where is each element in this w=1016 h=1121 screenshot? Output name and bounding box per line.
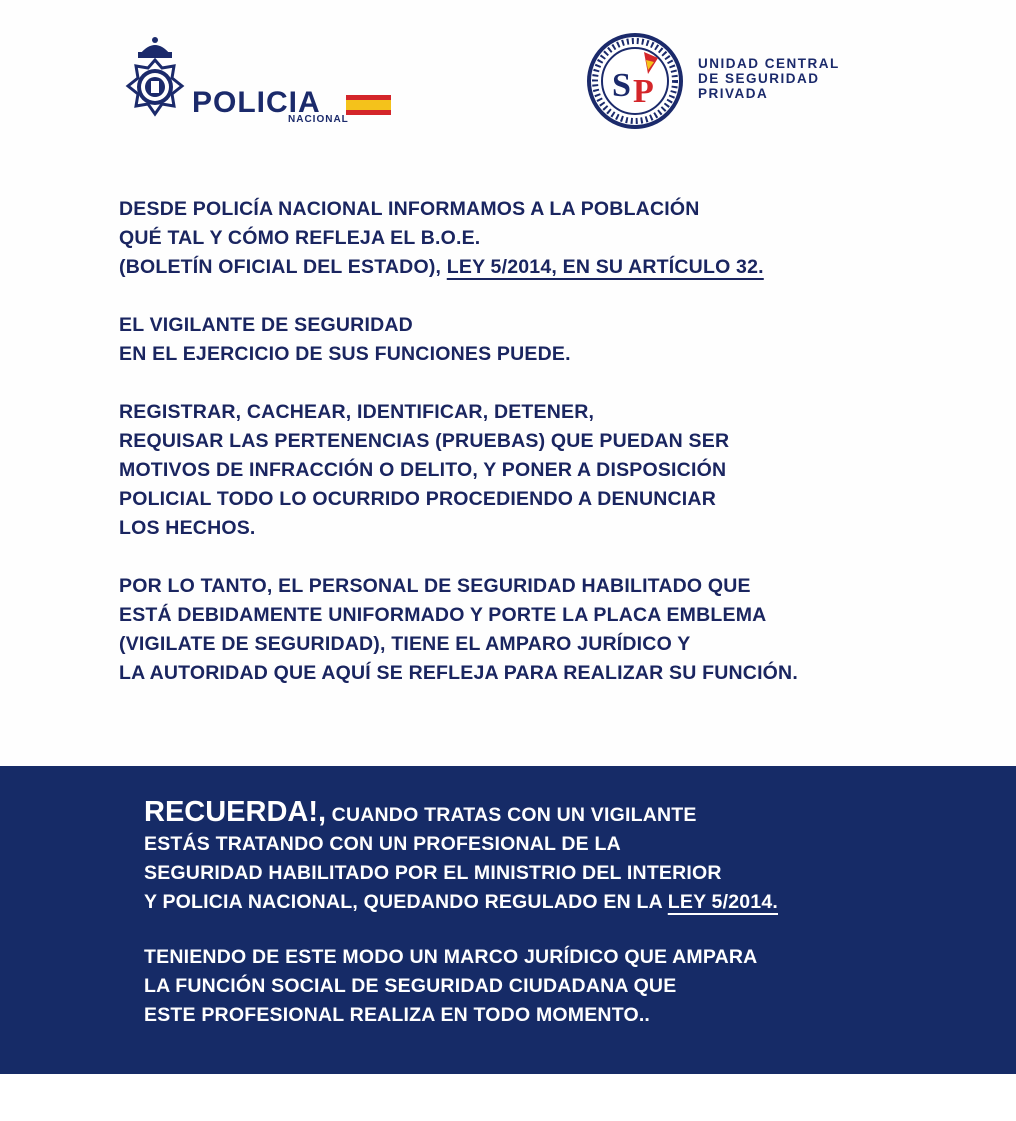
bottom-margin	[0, 1074, 1016, 1121]
text-line: (VIGILATE DE SEGURIDAD), TIENE EL AMPARO JURÍDICO Y	[119, 633, 691, 655]
text-line: POR LO TANTO, EL PERSONAL DE SEGURIDAD HABILITADO QUE	[119, 575, 751, 597]
legal-framework-paragraph	[144, 943, 964, 1030]
text-line: LA FUNCIÓN SOCIAL DE SEGURIDAD CIUDADANA QUE	[144, 975, 677, 997]
notice-body	[119, 195, 979, 717]
law-reference: LEY 5/2014.	[667, 891, 779, 913]
text-line: TENIENDO DE ESTE MODO UN MARCO JURÍDICO QUE AMPARA	[144, 946, 758, 968]
ucsp-logo	[586, 32, 916, 132]
ucsp-line-1: UNIDAD CENTRAL	[698, 56, 840, 71]
svg-text:P: P	[633, 73, 654, 110]
text-line: EN EL EJERCICIO DE SUS FUNCIONES PUEDE.	[119, 343, 571, 365]
svg-text:S: S	[612, 67, 631, 104]
text-line: LA AUTORIDAD QUE AQUÍ SE REFLEJA PARA REALIZAR SU FUNCIÓN.	[119, 662, 798, 684]
text-line: QUÉ TAL Y CÓMO REFLEJA EL B.O.E.	[119, 227, 481, 249]
paragraph-conclusion	[119, 572, 979, 688]
reminder-paragraph	[144, 798, 964, 917]
text-line: SEGURIDAD HABILITADO POR EL MINISTRIO DEL INTERIOR	[144, 862, 722, 884]
text-line: POLICIAL TODO LO OCURRIDO PROCEDIENDO A DENUNCIAR	[119, 488, 716, 510]
reminder-text	[144, 798, 964, 1056]
text-line: ESTÁ DEBIDAMENTE UNIFORMADO Y PORTE LA PLACA EMBLEMA	[119, 604, 767, 626]
text-line: LOS HECHOS.	[119, 517, 256, 539]
policia-wordmark: POLICIA	[192, 86, 321, 119]
recuerda-heading: RECUERDA!,	[144, 796, 327, 828]
text-segment: (BOLETÍN OFICIAL DEL ESTADO),	[119, 256, 447, 278]
spain-flag-icon	[346, 95, 391, 115]
text-segment: Y POLICIA NACIONAL, QUEDANDO REGULADO EN LA	[144, 891, 668, 913]
text-line: DESDE POLICÍA NACIONAL INFORMAMOS A LA POBLACIÓN	[119, 198, 700, 220]
ucsp-line-2: DE SEGURIDAD	[698, 71, 820, 86]
paragraph-powers	[119, 398, 979, 543]
paragraph-boe	[119, 195, 979, 282]
text-line	[144, 798, 964, 830]
text-line: REGISTRAR, CACHEAR, IDENTIFICAR, DETENER,	[119, 401, 595, 423]
ucsp-line-3: PRIVADA	[698, 86, 769, 101]
text-line: ESTE PROFESIONAL REALIZA EN TODO MOMENTO..	[144, 1004, 651, 1026]
policia-nacional-logo	[120, 34, 400, 130]
text-line: ESTÁS TRATANDO CON UN PROFESIONAL DE LA	[144, 833, 621, 855]
law-reference: LEY 5/2014, EN SU ARTÍCULO 32.	[446, 256, 764, 278]
text-line	[119, 253, 979, 282]
text-line: MOTIVOS DE INFRACCIÓN O DELITO, Y PONER A DISPOSICIÓN	[119, 459, 727, 481]
text-line: EL VIGILANTE DE SEGURIDAD	[119, 314, 413, 336]
ucsp-seal-icon	[586, 32, 684, 130]
text-line: REQUISAR LAS PERTENENCIAS (PRUEBAS) QUE PUEDAN SER	[119, 430, 730, 452]
text-segment: CUANDO TRATAS CON UN VIGILANTE	[326, 804, 697, 826]
paragraph-vigilante	[119, 311, 979, 369]
text-line	[144, 888, 964, 917]
nacional-wordmark: NACIONAL	[288, 114, 349, 125]
ucsp-name	[698, 56, 840, 101]
police-badge-icon	[120, 34, 190, 128]
